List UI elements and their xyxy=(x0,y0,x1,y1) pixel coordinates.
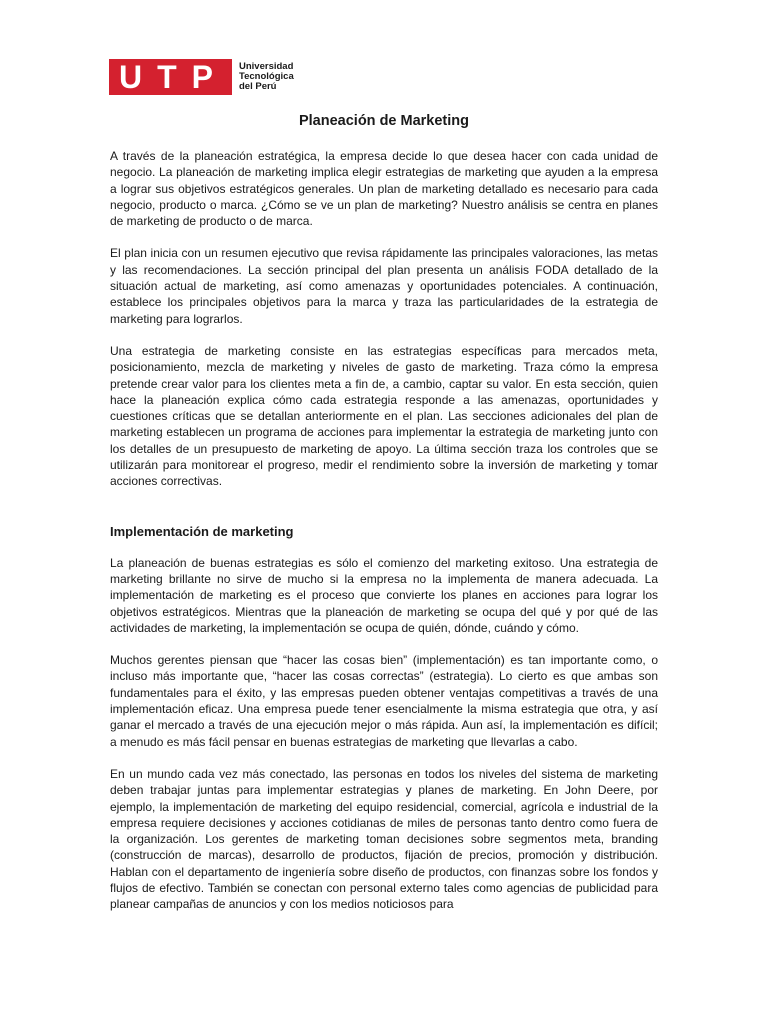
document-title: Planeación de Marketing xyxy=(298,113,470,129)
logo-letter: P xyxy=(191,59,222,95)
logo-letter: T xyxy=(157,59,186,95)
logo-name-line: del Perú xyxy=(239,81,277,92)
utp-logo xyxy=(109,59,294,95)
logo-name-line: Tecnológica xyxy=(239,71,294,82)
document-body xyxy=(110,148,658,913)
logo-university-name xyxy=(239,62,294,92)
paragraph: La planeación de buenas estrategias es sólo el comienzo del marketing exitoso. Una estrategia de marketing brillante no sirve de mucho si la empresa no la implementa de manera adecuada. La implementación de marketing es el proceso que convierte los planes en acciones para lograr los objetivos estratégicos. Mientras que la planeación de marketing se ocupa del qué y por qué de las actividades de marketing, la implementación se ocupa de quién, dónde, cuándo y cómo. xyxy=(110,555,658,635)
logo-letters xyxy=(119,59,222,95)
paragraph: El plan inicia con un resumen ejecutivo que revisa rápidamente las principales valoraciones, las metas y las recomendaciones. La sección principal del plan presenta un análisis FODA detallado de la situación actual de marketing, así como amenazas y oportunidades potenciales. A continuación, establece los principales objetivos para la marca y traza las particularidades de la estrategia de marketing para lograrlos. xyxy=(110,246,658,326)
logo-mark xyxy=(109,59,232,95)
logo-letter: U xyxy=(119,59,152,95)
paragraph: En un mundo cada vez más conectado, las personas en todos los niveles del sistema de marketing deben trabajar juntas para implementar estrategias y planes de marketing. En John Deere, por ejemplo, la implementación de marketing del equipo residencial, comercial, agrícola e industrial de la empresa requiere decisiones y acciones cotidianas de miles de personas tanto dentro como fuera de la organización. Los gerentes de marketing toman decisiones sobre segmentos meta, branding (construcción de marcas), desarrollo de productos, fijación de precios, promoción y distribución. Hablan con el departamento de ingeniería sobre diseño de productos, con finanzas sobre los fondos y flujos de efectivo. También se conectan con personal externo tales como agencias de publicidad para planear campañas de anuncios y con los medios noticiosos para xyxy=(110,766,658,912)
paragraph: A través de la planeación estratégica, la empresa decide lo que desea hacer con cada unidad de negocio. La planeación de marketing implica elegir estrategias de marketing que ayuden a la empresa a lograr sus objetivos estratégicos generales. Un plan de marketing detallado es necesario para cada negocio, producto o marca. ¿Cómo se ve un plan de marketing? Nuestro análisis se centra en planes de marketing de producto o de marca. xyxy=(110,149,658,229)
logo-name-line: Universidad xyxy=(239,61,294,72)
paragraph: Una estrategia de marketing consiste en las estrategias específicas para mercados meta, posicionamiento, mezcla de marketing y niveles de gasto de marketing. Traza cómo la empresa pretende crear valor para los clientes meta a fin de, a cambio, captar su valor. En esta sección, quien hace la planeación explica cómo cada estrategia responde a las amenazas, oportunidades y cuestiones críticas que se detallan anteriormente en el plan. Las secciones adicionales del plan de marketing establecen un programa de acciones para implementar la estrategia de marketing junto con los detalles de un presupuesto de marketing de apoyo. La última sección traza los controles que se utilizarán para monitorear el progreso, medir el rendimiento sobre la inversión de marketing y tomar acciones correctivas. xyxy=(110,343,658,489)
section-heading: Implementación de marketing xyxy=(110,523,294,539)
paragraph: Muchos gerentes piensan que “hacer las cosas bien” (implementación) es tan importante como, o incluso más importante que, “hacer las cosas correctas” (estrategia). Lo cierto es que ambas son fundamentales para el éxito, y las empresas pueden obtener ventajas competitivas a través de una implementación eficaz. Una empresa puede tener esencialmente la misma estrategia que otra, y así ganar el mercado a través de una ejecución mejor o más rápida. Aun así, la implementación es difícil; a menudo es más fácil pensar en buenas estrategias de marketing que llevarlas a cabo. xyxy=(110,653,658,749)
